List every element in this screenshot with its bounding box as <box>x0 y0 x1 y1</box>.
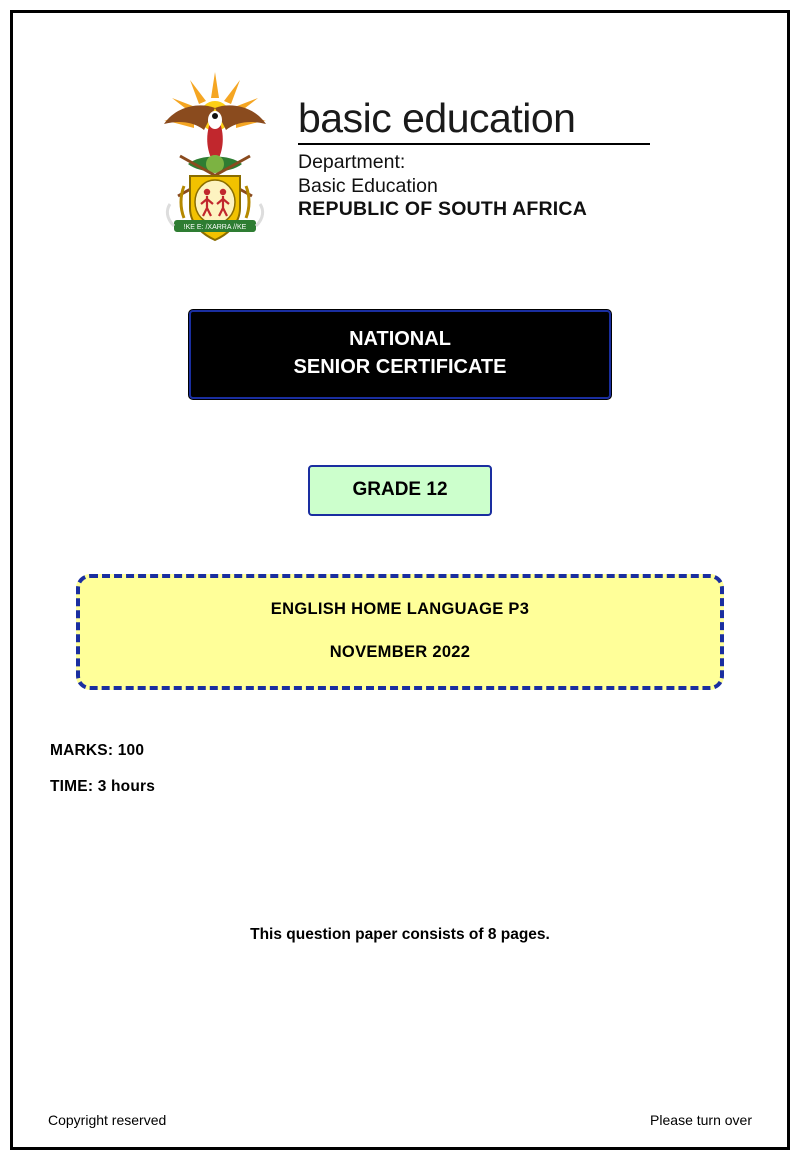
page-count-note: This question paper consists of 8 pages. <box>250 926 550 944</box>
subject-date: NOVEMBER 2022 <box>329 643 471 662</box>
svg-text:!KE E: /XARRA //KE: !KE E: /XARRA //KE <box>183 224 247 231</box>
page-footer <box>48 1112 752 1128</box>
department-line-1: Department: <box>298 150 406 173</box>
certificate-line-2: SENIOR CERTIFICATE <box>293 355 507 378</box>
grade-badge-wrap <box>48 465 752 516</box>
marks-line: MARKS: 100 <box>50 742 145 760</box>
brand-underline <box>298 143 650 145</box>
subject-banner <box>76 574 724 690</box>
brand-title: basic education <box>298 94 576 141</box>
exam-meta <box>48 742 752 796</box>
department-wordmark <box>298 94 650 222</box>
subject-title: ENGLISH HOME LANGUAGE P3 <box>270 600 530 619</box>
footer-copyright: Copyright reserved <box>48 1112 167 1128</box>
certificate-banner <box>189 310 611 399</box>
certificate-banner-wrap <box>48 310 752 399</box>
coat-of-arms-icon <box>150 68 280 248</box>
page-content <box>10 10 790 1150</box>
department-line-3: REPUBLIC OF SOUTH AFRICA <box>298 198 587 221</box>
certificate-line-1: NATIONAL <box>349 328 451 350</box>
grade-badge: GRADE 12 <box>308 465 492 516</box>
subject-banner-wrap <box>48 574 752 690</box>
time-line: TIME: 3 hours <box>50 778 156 796</box>
document-header <box>48 40 752 248</box>
department-line-2: Basic Education <box>298 174 438 197</box>
footer-turn-over: Please turn over <box>650 1112 752 1128</box>
